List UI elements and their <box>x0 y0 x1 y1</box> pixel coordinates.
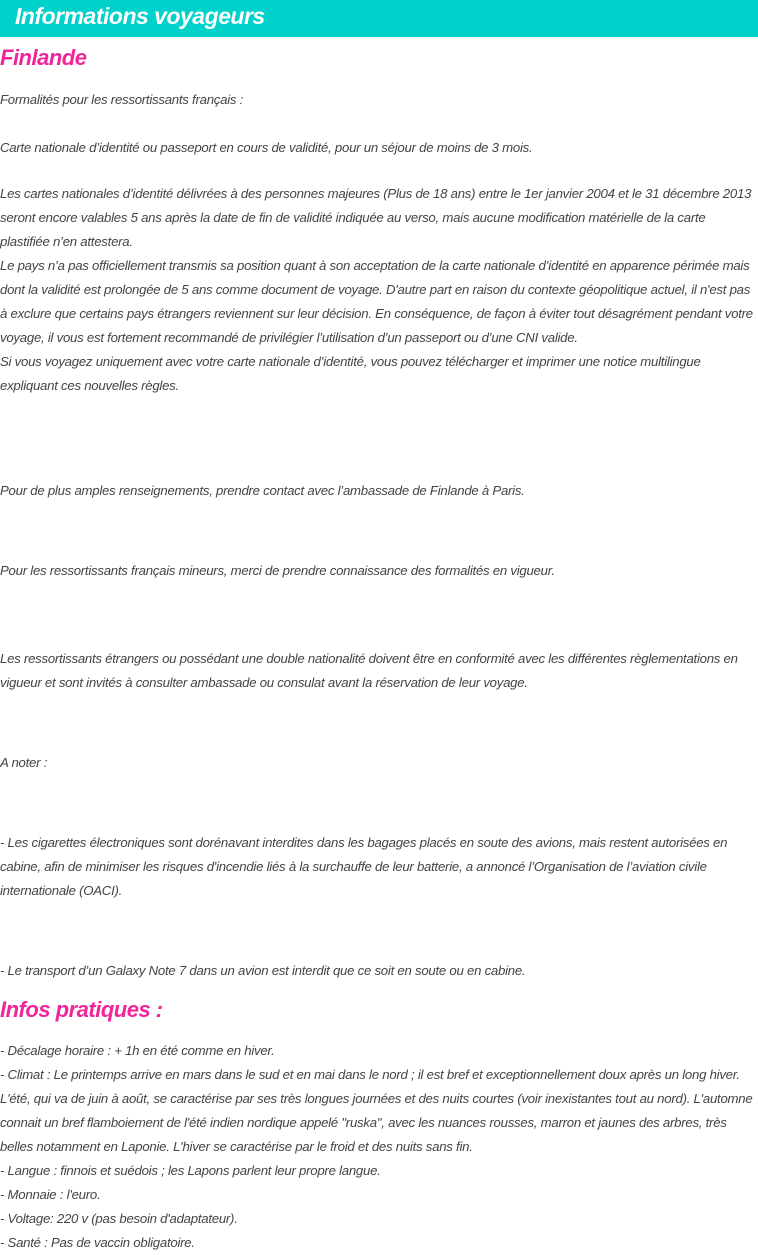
list-item: - Voltage: 220 v (pas besoin d'adaptateur). <box>0 1211 238 1226</box>
validity-text: Les cartes nationales d’identité délivrées à des personnes majeures (Plus de 18 ans) entre le 1er janvier 2004 et le 31 décembre 2013 seront encore valables 5 ans après la date de fin de validité indiquée au verso, mais aucune modification matérielle de la carte plastifiée n’en attestera. <box>0 186 752 249</box>
list-item: - Climat : Le printemps arrive en mars dans le sud et en mai dans le nord ; il est bref et exceptionnellement doux après un long hiver. L'été, qui va de juin à août, se caractérise par ses très longues journées et des nuits courtes (voir inexistantes tout au nord). L'automne connait un bref flamboiement de l'été indien nordique appelé "ruska", avec les nuances rousses, marron et jaunes des arbres, très belles notamment en Laponie. L'hiver se caractérise par le froid et des nuits sans fin. <box>0 1067 753 1154</box>
validity-paragraph <box>0 182 758 398</box>
validity-text: Si vous voyagez uniquement avec votre carte nationale d’identité, vous pouvez télécharger et imprimer une notice multilingue expliquant ces nouvelles règles. <box>0 354 701 393</box>
header-title: Informations voyageurs <box>15 3 265 29</box>
list-item: - Langue : finnois et suédois ; les Lapons parlent leur propre langue. <box>0 1163 381 1178</box>
practical-list <box>0 1039 758 1255</box>
note-label: A noter : <box>0 755 48 770</box>
id-card-text: Carte nationale d’identité ou passeport en cours de validité, pour un séjour de moins de 3 mois. <box>0 140 533 155</box>
formalities-intro: Formalités pour les ressortissants français : <box>0 92 244 107</box>
header-bar <box>0 0 758 37</box>
list-item: - Décalage horaire : + 1h en été comme en hiver. <box>0 1043 275 1058</box>
validity-text: Le pays n’a pas officiellement transmis sa position quant à son acceptation de la carte nationale d’identité en apparence périmée mais dont la validité est prolongée de 5 ans comme document de voyage. D'autre part en raison du contexte géopolitique actuel, il n'est pas à exclure que certains pays étrangers reviennent sur leur décision. En conséquence, de façon à éviter tout désagrément pendant votre voyage, il vous est fortement recommandé de privilégier l’utilisation d’un passeport ou d’une CNI valide. <box>0 258 753 345</box>
embassy-text: Pour de plus amples renseignements, prendre contact avec l’ambassade de Finlande à Paris. <box>0 483 525 498</box>
country-title: Finlande <box>0 45 87 70</box>
practical-title: Infos pratiques : <box>0 997 163 1022</box>
list-item: - Monnaie : l'euro. <box>0 1187 101 1202</box>
galaxy-text: - Le transport d’un Galaxy Note 7 dans un avion est interdit que ce soit en soute ou en cabine. <box>0 963 526 978</box>
minors-text: Pour les ressortissants français mineurs, merci de prendre connaissance des formalités en vigueur. <box>0 563 555 578</box>
cigarettes-text: - Les cigarettes électroniques sont dorénavant interdites dans les bagages placés en soute des avions, mais restent autorisées en cabine, afin de minimiser les risques d'incendie liés à la surchauffe de leur batterie, a annoncé l’Organisation de l’aviation civile internationale (OACI). <box>0 835 728 898</box>
foreigners-text: Les ressortissants étrangers ou possédant une double nationalité doivent être en conformité avec les différentes règlementations en vigueur et sont invités à consulter ambassade ou consulat avant la réservation de leur voyage. <box>0 651 738 690</box>
list-item: - Santé : Pas de vaccin obligatoire. <box>0 1235 195 1250</box>
